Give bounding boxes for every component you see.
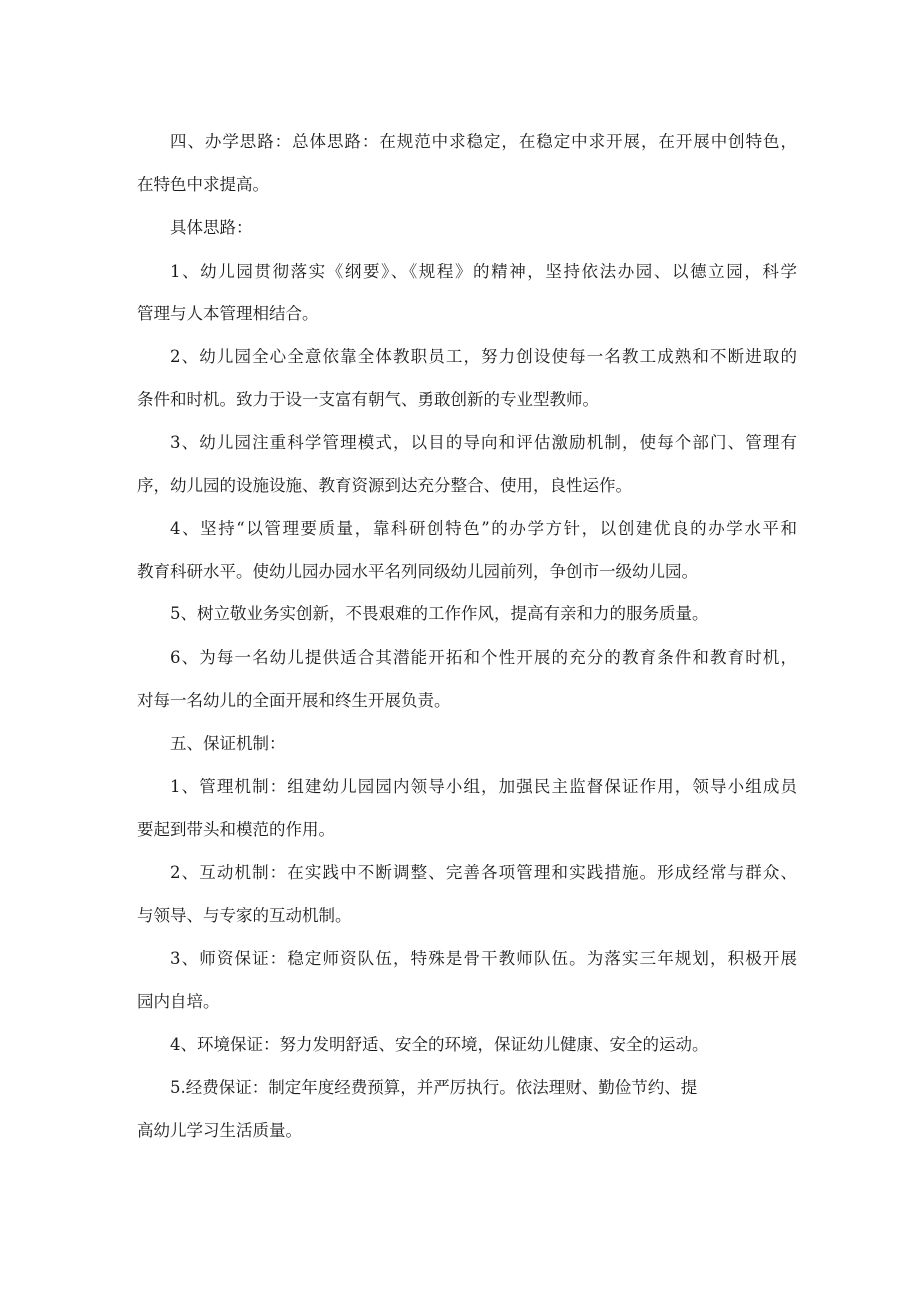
section4-item-3-line2: 序，幼儿园的设施设施、教育资源到达充分整合、使用，良性运作。 [137, 476, 632, 495]
section5-item-2-line2: 与领导、与专家的互动机制。 [137, 906, 352, 925]
section4-item-6-line1: 6、为每一名幼儿提供适合其潜能开拓和个性开展的充分的教育条件和教育时机， [170, 648, 797, 667]
section5-item-1-line1: 1、管理机制：组建幼儿园园内领导小组，加强民主监督保证作用，领导小组成员 [170, 777, 797, 796]
section4-heading [137, 130, 797, 154]
section5-item-2-line1: 2、互动机制：在实践中不断调整、完善各项管理和实践措施。形成经常与群众、 [170, 863, 797, 882]
section4-item-4-line1: 4、坚持“以管理要质量，靠科研创特色”的办学方针，以创建优良的办学水平和 [170, 519, 797, 538]
section4-item-4 [137, 517, 797, 541]
section4-item-4-line2: 教育科研水平。使幼儿园办园水平名列同级幼儿园前列，争创市一级幼儿园。 [137, 562, 698, 581]
section5-item-4: 4、环境保证：努力发明舒适、安全的环境，保证幼儿健康、安全的运动。 [170, 1035, 709, 1054]
section5-item-3 [137, 947, 797, 971]
section5-item-5-line2: 高幼儿学习生活质量。 [137, 1121, 302, 1140]
section4-item-2-line2: 条件和时机。致力于设一支富有朝气、勇敢创新的专业型教师。 [137, 390, 599, 409]
section4-heading-line2: 在特色中求提高。 [137, 175, 269, 194]
section4-item-2-line1: 2、幼儿园全心全意依靠全体教职员工，努力创设使每一名教工成熟和不断进取的 [170, 347, 797, 366]
section5-heading: 五、保证机制： [170, 734, 286, 753]
section4-heading-line1: 四、办学思路：总体思路：在规范中求稳定，在稳定中求开展，在开展中创特色， [170, 132, 797, 151]
section4-subheading: 具体思路： [170, 218, 253, 237]
section4-item-2 [137, 345, 797, 369]
section5-item-3-line1: 3、师资保证：稳定师资队伍，特殊是骨干教师队伍。为落实三年规划，积极开展 [170, 949, 797, 968]
section5-item-1 [137, 775, 797, 799]
section4-item-6 [137, 646, 797, 670]
section4-item-1-line1: 1、幼儿园贯彻落实《纲要》、《规程》的精神，坚持依法办园、以德立园，科学 [170, 262, 797, 281]
section4-item-6-line2: 对每一名幼儿的全面开展和终生开展负责。 [137, 691, 451, 710]
section4-item-1-line2: 管理与人本管理相结合。 [137, 304, 319, 323]
section5-item-1-line2: 要起到带头和模范的作用。 [137, 820, 335, 839]
section4-item-3 [137, 431, 797, 455]
section5-item-3-line2: 园内自培。 [137, 992, 220, 1011]
section4-item-1 [137, 260, 797, 284]
section4-item-5: 5、树立敬业务实创新，不畏艰难的工作作风，提高有亲和力的服务质量。 [170, 604, 709, 623]
section5-item-5-line1: 5.经费保证：制定年度经费预算，并严厉执行。依法理财、勤俭节约、提 [170, 1078, 698, 1097]
section5-item-2 [137, 861, 797, 885]
section4-item-3-line1: 3、幼儿园注重科学管理模式，以目的导向和评估激励机制，使每个部门、管理有 [170, 433, 797, 452]
